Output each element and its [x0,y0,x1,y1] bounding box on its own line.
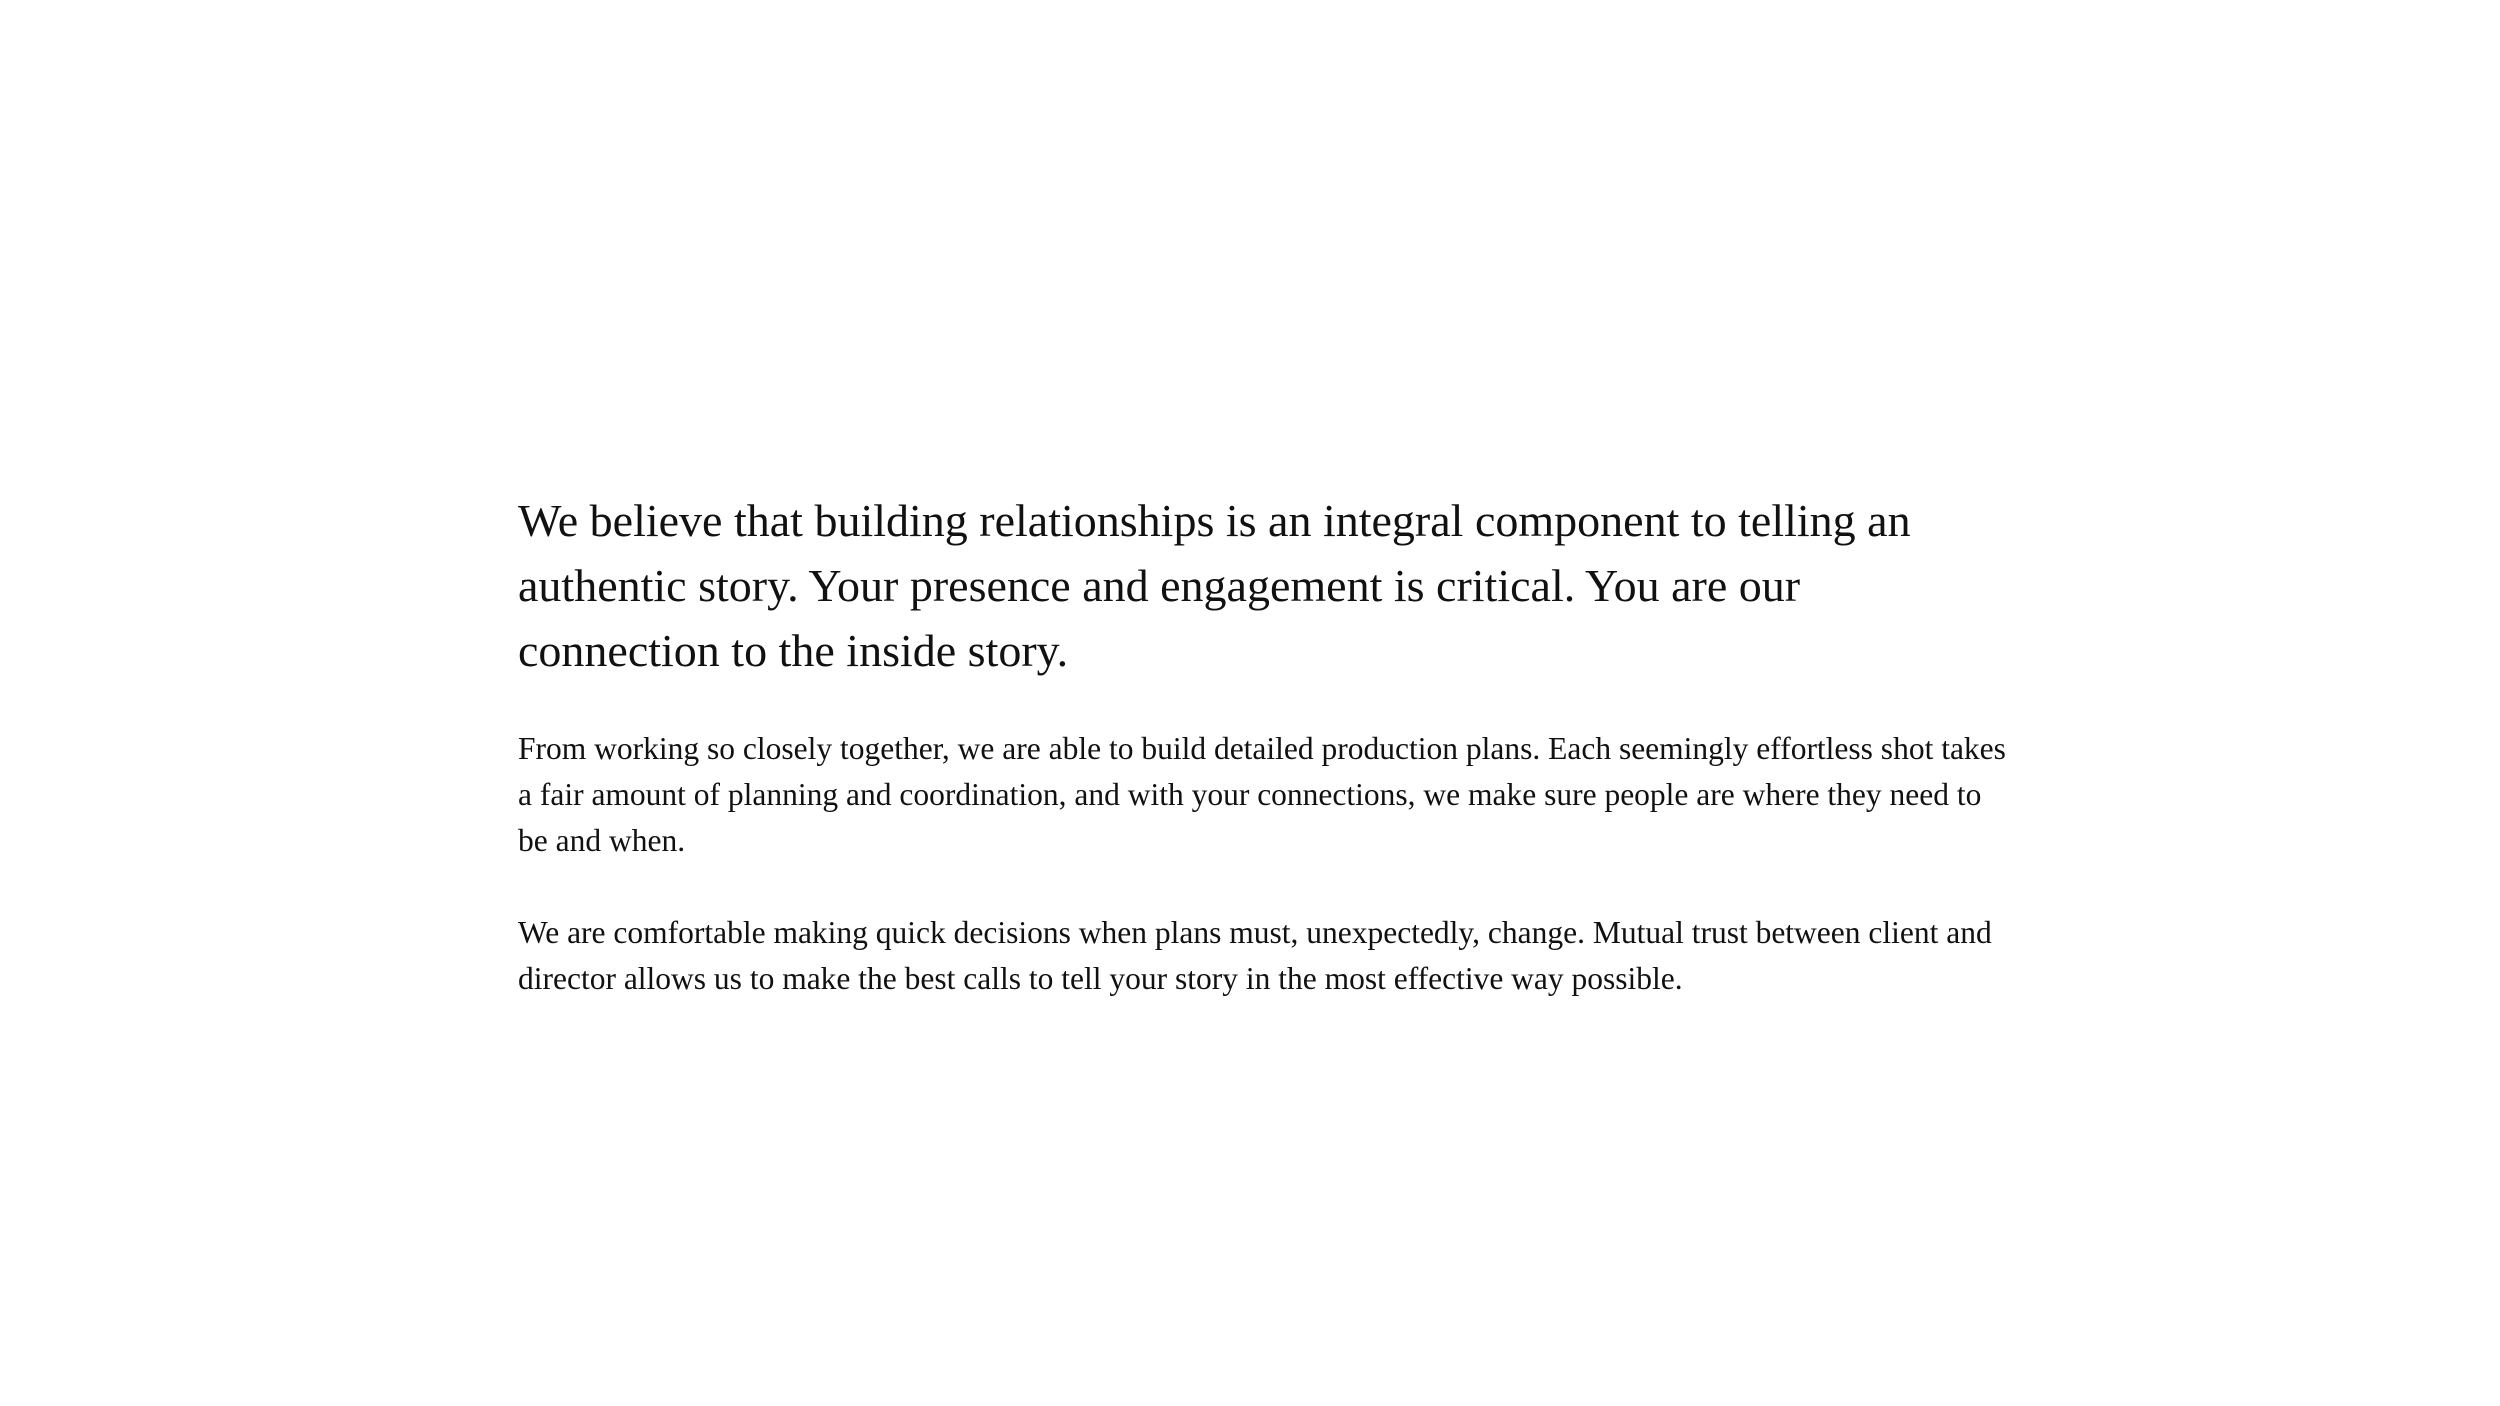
content-section [518,488,2008,1002]
body-paragraph-production: From working so closely together, we are able to build detailed production plans. Each seemingly effortless shot takes a fair amount of planning and coordination, and with your connections, we make sure people are where they need to be and when. [518,731,2006,858]
body-paragraph-decisions: We are comfortable making quick decisions when plans must, unexpectedly, change. Mutual trust between client and director allows us to make the best calls to tell your story in the most effective way possible. [518,915,1992,996]
lead-paragraph: We believe that building relationships is an integral component to telling an authentic story. Your presence and engagement is critical. You are our connection to the inside story. [518,495,1911,676]
